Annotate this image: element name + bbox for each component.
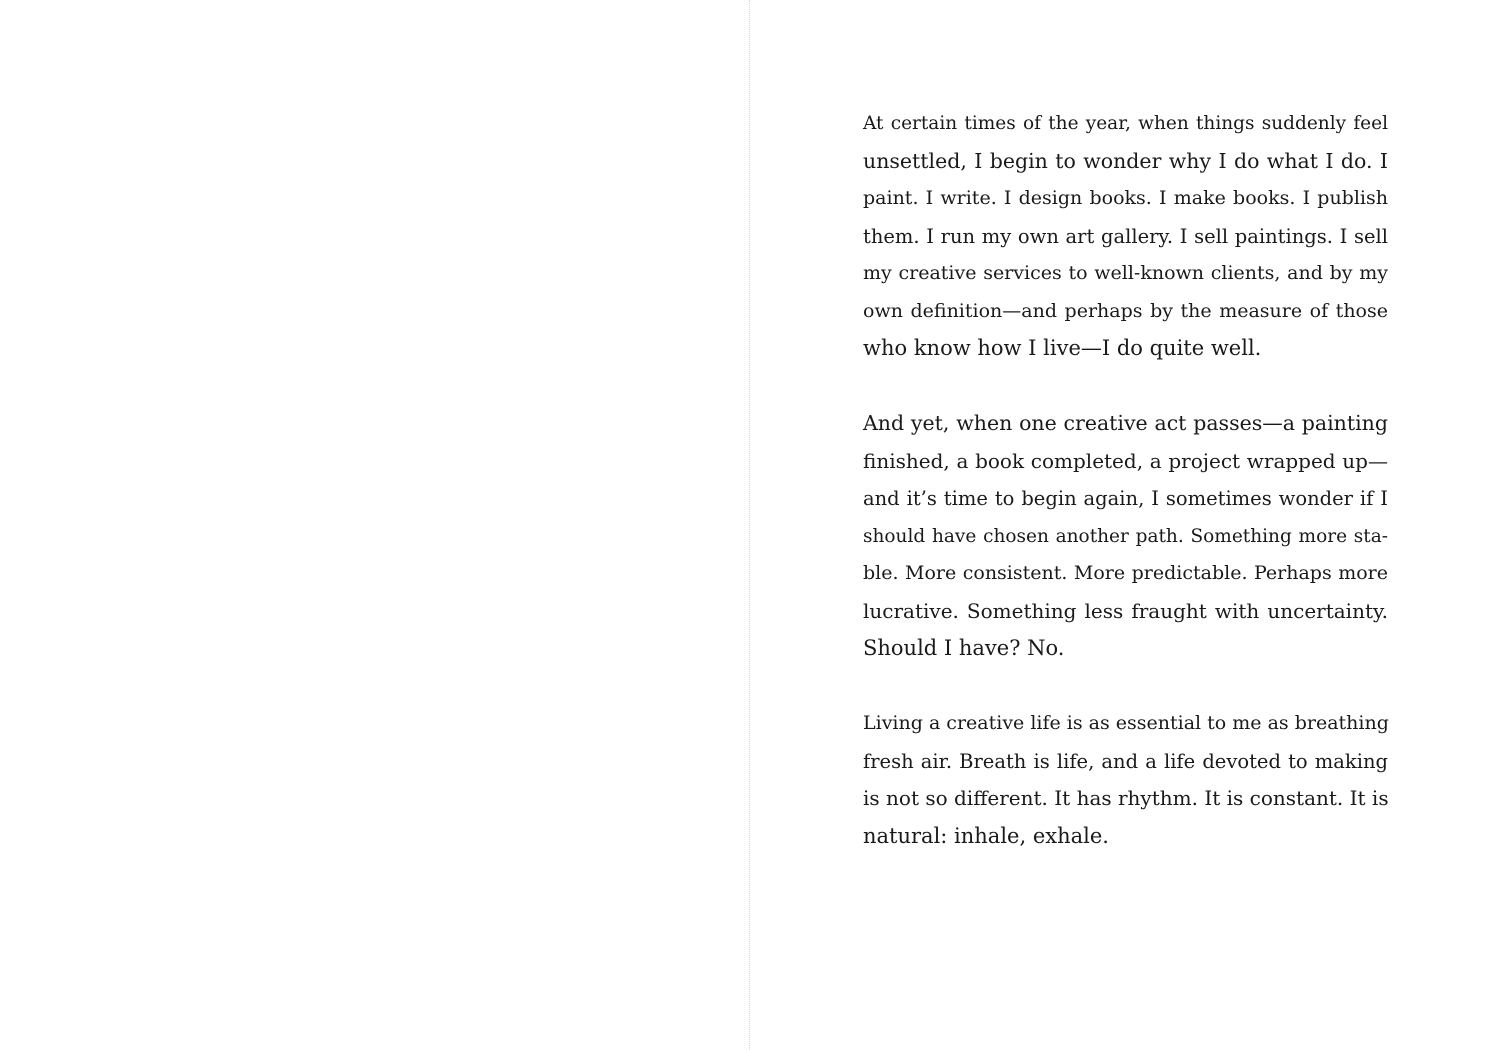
- page-gutter-divider: [749, 0, 750, 1050]
- text-line: And yet, when one creative act passes—a painting: [863, 411, 1388, 435]
- text-line: Should I have? No.: [863, 636, 1065, 660]
- text-line: At certain times of the year, when things suddenly feel: [863, 113, 1388, 134]
- paragraph-1: [863, 105, 1388, 368]
- text-line: own definition—and perhaps by the measure of those: [863, 299, 1388, 322]
- text-line: Living a creative life is as essential to me as breathing: [863, 712, 1389, 734]
- text-line: unsettled, I begin to wonder why I do what I do. I: [863, 148, 1388, 173]
- paragraph-2: [863, 405, 1388, 668]
- left-page-blank: [0, 0, 749, 1050]
- text-line: is not so different. It has rhythm. It is constant. It is: [863, 786, 1389, 810]
- text-line: natural: inhale, exhale.: [863, 823, 1109, 848]
- text-line: paint. I write. I design books. I make books. I publish: [863, 187, 1388, 209]
- text-line: finished, a book completed, a project wrapped up—: [863, 448, 1388, 473]
- paragraph-3: [863, 705, 1388, 855]
- body-text: [863, 105, 1388, 893]
- right-page: [751, 0, 1500, 1050]
- text-line: fresh air. Breath is life, and a life devoted to making: [863, 749, 1388, 773]
- text-line: lucrative. Something less fraught with uncertainty.: [863, 598, 1388, 623]
- text-line: and it’s time to begin again, I sometimes wonder if I: [863, 487, 1388, 510]
- text-line: my creative services to well-known clients, and by my: [863, 262, 1388, 284]
- text-line: who know how I live—I do quite well.: [863, 336, 1262, 360]
- text-line: them. I run my own art gallery. I sell paintings. I sell: [863, 224, 1388, 248]
- text-line: ble. More consistent. More predictable. Perhaps more: [863, 562, 1388, 584]
- text-line: should have chosen another path. Something more sta-: [863, 525, 1388, 547]
